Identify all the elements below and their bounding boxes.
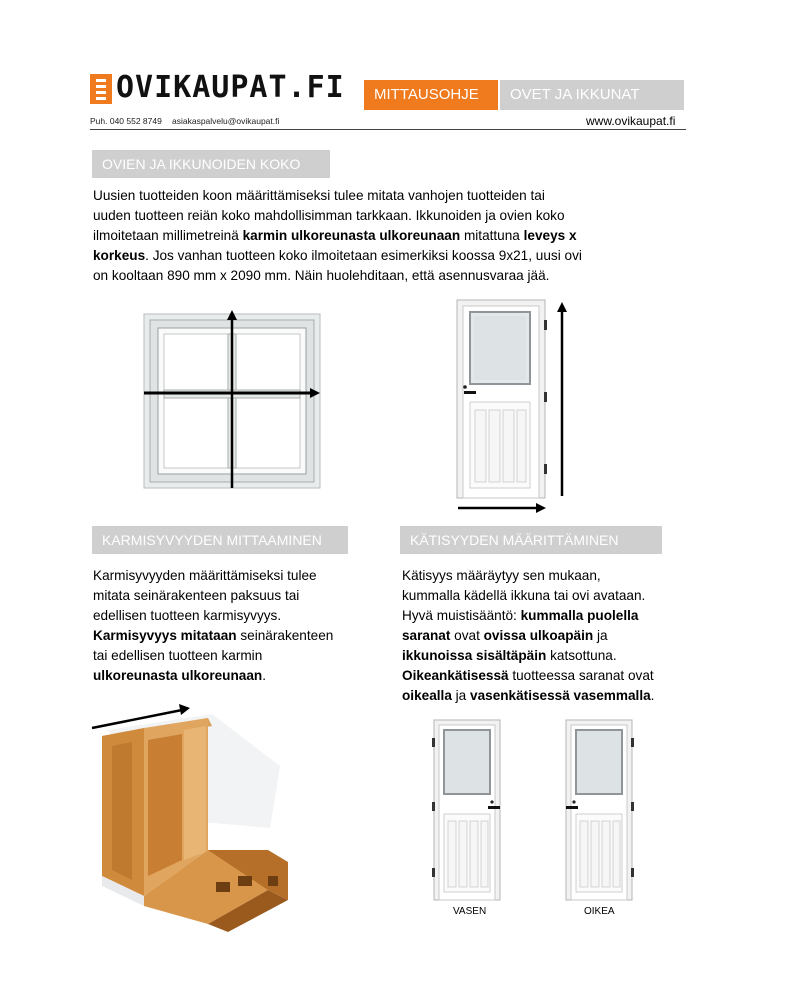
bold-text: vasenkätisessä vasemmalla: [470, 688, 651, 703]
text-run: .: [650, 688, 655, 703]
text-line: [402, 686, 732, 706]
text-line: [93, 266, 693, 286]
text-line: [402, 626, 732, 646]
text-run: Karmisyvyyden määrittämiseksi tulee: [93, 568, 317, 583]
right-hand-door-image: [562, 718, 636, 902]
text-run: mitattuna: [460, 228, 524, 243]
header-divider: [90, 129, 686, 130]
text-run: ja: [451, 688, 471, 703]
email-link[interactable]: asiakaspalvelu@ovikaupat.fi: [172, 116, 280, 126]
badge-mittausohje: MITTAUSOHJE: [364, 80, 498, 110]
text-line: [93, 586, 393, 606]
text-run: .: [262, 668, 266, 683]
handedness-paragraph: [402, 566, 732, 706]
website-link[interactable]: www.ovikaupat.fi: [586, 114, 676, 128]
text-run: tuotteessa saranat ovat: [508, 668, 654, 683]
caption-left-door: VASEN: [453, 906, 487, 917]
text-run: katsottuna.: [546, 648, 617, 663]
text-line: [93, 646, 393, 666]
depth-paragraph: [93, 566, 393, 686]
text-line: [93, 226, 693, 246]
text-line: [93, 626, 393, 646]
text-line: [402, 666, 732, 686]
text-line: [93, 566, 393, 586]
window-measure-diagram: [140, 310, 326, 490]
text-line: [93, 606, 393, 626]
door-measure-diagram: [452, 298, 580, 518]
text-run: uuden tuotteen reiän koko mahdollisimman tarkkaan. Ikkunoiden ja ovien koko: [93, 208, 565, 223]
text-line: [93, 246, 693, 266]
left-hand-door-image: [430, 718, 504, 902]
bold-text: Karmisyvyys mitataan: [93, 628, 237, 643]
text-run: seinärakenteen: [236, 628, 334, 643]
text-run: kummalla kädellä ikkuna tai ovi avataan.: [402, 588, 646, 603]
frame-cross-section-image: [88, 700, 300, 932]
text-line: [402, 586, 732, 606]
bold-text: ovissa ulkoapäin: [483, 628, 594, 643]
badge-ovet-ja-ikkunat: OVET JA IKKUNAT: [500, 80, 684, 110]
text-run: mitata seinärakenteen paksuus tai: [93, 588, 300, 603]
section-title-depth: KARMISYVYYDEN MITTAAMINEN: [92, 526, 348, 554]
text-run: ovat: [450, 628, 484, 643]
bold-text: karmin ulkoreunasta ulkoreunaan: [242, 228, 461, 243]
size-paragraph: [93, 186, 693, 286]
text-run: Kätisyys määräytyy sen mukaan,: [402, 568, 601, 583]
text-run: ilmoitetaan millimetreinä: [93, 228, 243, 243]
bold-text: korkeus: [93, 248, 146, 263]
text-run: ja: [593, 628, 608, 643]
text-line: [402, 646, 732, 666]
text-run: edellisen tuotteen karmisyvyys.: [93, 608, 282, 623]
bold-text: leveys x: [523, 228, 577, 243]
text-line: [402, 606, 732, 626]
caption-right-door: OIKEA: [584, 906, 615, 917]
bold-text: kummalla puolella: [520, 608, 639, 623]
text-line: [402, 566, 732, 586]
section-title-size: OVIEN JA IKKUNOIDEN KOKO: [92, 150, 330, 178]
logo-text: OVIKAUPAT.FI: [116, 70, 345, 105]
text-line: [93, 186, 693, 206]
text-run: . Jos vanhan tuotteen koko ilmoitetaan esimerkiksi koossa 9x21, uusi ovi: [145, 248, 582, 263]
bold-text: Oikeankätisessä: [402, 668, 509, 683]
text-run: Uusien tuotteiden koon määrittämiseksi tulee mitata vanhojen tuotteiden tai: [93, 188, 545, 203]
bold-text: ulkoreunasta ulkoreunaan: [93, 668, 263, 683]
text-run: tai edellisen tuotteen karmin: [93, 648, 263, 663]
logo[interactable]: [90, 70, 345, 108]
text-run: on kooltaan 890 mm x 2090 mm. Näin huolehditaan, että asennusvaraa jää.: [93, 268, 550, 283]
bold-text: ikkunoissa sisältäpäin: [402, 648, 547, 663]
section-title-handedness: KÄTISYYDEN MÄÄRITTÄMINEN: [400, 526, 662, 554]
logo-door-icon: [90, 74, 112, 104]
phone-number: Puh. 040 552 8749: [90, 116, 162, 126]
bold-text: saranat: [402, 628, 451, 643]
text-line: [93, 666, 393, 686]
bold-text: oikealla: [402, 688, 452, 703]
text-line: [93, 206, 693, 226]
text-run: Hyvä muistisääntö:: [402, 608, 521, 623]
